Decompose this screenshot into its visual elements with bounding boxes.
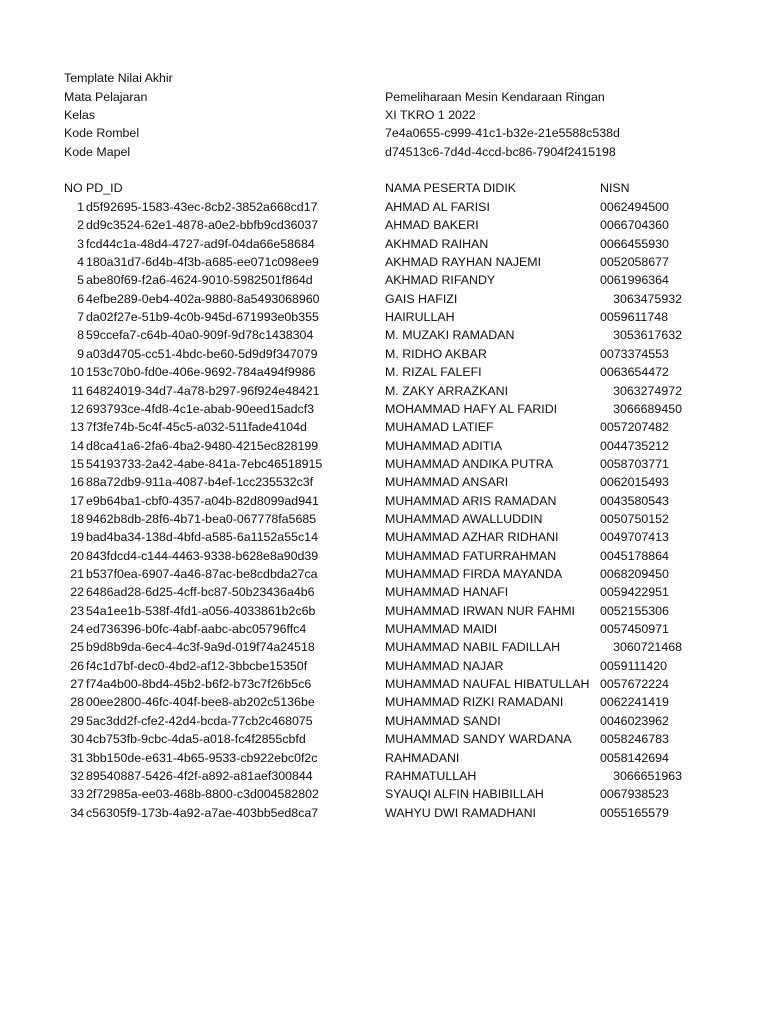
nisn: 0046023962 bbox=[600, 713, 669, 728]
table-row bbox=[0, 437, 768, 455]
nisn: 3063274972 bbox=[613, 383, 682, 398]
table-row bbox=[0, 565, 768, 583]
table-row bbox=[0, 767, 768, 785]
pd-id: d5f92695-1583-43ec-8cb2-3852a668cd17 bbox=[86, 200, 318, 214]
table-row bbox=[0, 473, 768, 491]
pd-id: ed736396-b0fc-4abf-aabc-abc05796ffc4 bbox=[86, 622, 307, 637]
meta-label: Kode Rombel bbox=[64, 126, 140, 140]
row-number: 16 bbox=[70, 475, 84, 490]
row-number: 27 bbox=[70, 677, 84, 692]
student-name: MUHAMMAD FATURRAHMAN bbox=[385, 548, 557, 563]
table-row bbox=[0, 418, 768, 436]
row-number: 32 bbox=[70, 768, 84, 783]
table-header-row bbox=[0, 179, 768, 197]
pd-id: 4cb753fb-9cbc-4da5-a018-fc4f2855cbfd bbox=[86, 732, 306, 747]
table-row bbox=[0, 308, 768, 326]
table-row bbox=[0, 804, 768, 822]
nisn: 0062241419 bbox=[600, 695, 669, 710]
nisn: 0067938523 bbox=[600, 787, 669, 802]
student-name: MUHAMMAD ARIS RAMADAN bbox=[385, 493, 557, 508]
nisn: 0063654472 bbox=[600, 365, 669, 380]
row-number: 21 bbox=[70, 567, 84, 581]
row-number: 20 bbox=[70, 548, 84, 563]
student-name: MUHAMAD LATIEF bbox=[385, 420, 494, 435]
student-name: M. RIZAL FALEFI bbox=[385, 365, 482, 380]
nisn: 0057450971 bbox=[600, 622, 669, 637]
meta-value: XI TKRO 1 2022 bbox=[385, 108, 476, 122]
nisn: 3066689450 bbox=[613, 401, 682, 416]
nisn: 0061996364 bbox=[600, 273, 669, 288]
nisn: 0058703771 bbox=[600, 456, 669, 471]
student-name: RAHMADANI bbox=[385, 750, 460, 765]
pd-id: 54a1ee1b-538f-4fd1-a056-4033861b2c6b bbox=[86, 603, 316, 618]
table-row bbox=[0, 583, 768, 601]
nisn: 3053617632 bbox=[613, 328, 682, 343]
table-row bbox=[0, 785, 768, 803]
table-row bbox=[0, 455, 768, 473]
student-name: M. RIDHO AKBAR bbox=[385, 346, 487, 361]
pd-id: 6486ad28-6d25-4cff-bc87-50b23436a4b6 bbox=[86, 585, 315, 600]
nisn: 0068209450 bbox=[600, 567, 669, 581]
nisn: 0045178864 bbox=[600, 548, 669, 563]
row-number: 33 bbox=[70, 787, 84, 802]
pd-id: f4c1d7bf-dec0-4bd2-af12-3bbcbe15350f bbox=[86, 658, 308, 673]
document-title-row bbox=[0, 69, 768, 87]
nisn: 3066651963 bbox=[613, 768, 682, 783]
row-number: 5 bbox=[77, 273, 84, 288]
pd-id: 843fdcd4-c144-4463-9338-b628e8a90d39 bbox=[86, 548, 319, 563]
table-row bbox=[0, 657, 768, 675]
row-number: 13 bbox=[70, 420, 84, 435]
meta-row-rombel bbox=[0, 124, 768, 142]
meta-row-mapel bbox=[0, 143, 768, 161]
student-name: RAHMATULLAH bbox=[385, 768, 477, 783]
pd-id: 89540887-5426-4f2f-a892-a81aef300844 bbox=[86, 768, 313, 783]
meta-label: Kode Mapel bbox=[64, 145, 131, 159]
student-name: AKHMAD RAYHAN NAJEMI bbox=[385, 255, 542, 270]
nisn: 0066704360 bbox=[600, 218, 669, 233]
row-number: 34 bbox=[70, 805, 84, 820]
nisn: 0066455930 bbox=[600, 236, 669, 251]
pd-id: d8ca41a6-2fa6-4ba2-9480-4215ec828199 bbox=[86, 438, 319, 453]
row-number: 29 bbox=[70, 713, 84, 728]
meta-row-class bbox=[0, 106, 768, 124]
row-number: 2 bbox=[77, 218, 84, 233]
nisn: 0043580543 bbox=[600, 493, 669, 508]
table-row bbox=[0, 363, 768, 381]
nisn: 0044735212 bbox=[600, 438, 669, 453]
table-row bbox=[0, 620, 768, 638]
student-name: MUHAMMAD AZHAR RIDHANI bbox=[385, 530, 559, 545]
student-name: AHMAD BAKERI bbox=[385, 218, 479, 233]
nisn: 0057207482 bbox=[600, 420, 669, 435]
student-name: AHMAD AL FARISI bbox=[385, 200, 490, 214]
document-title: Template Nilai Akhir bbox=[64, 71, 173, 85]
table-row bbox=[0, 326, 768, 344]
pd-id: 153c70b0-fd0e-406e-9692-784a494f9986 bbox=[86, 365, 316, 380]
table-row bbox=[0, 602, 768, 620]
student-name: MUHAMMAD HANAFI bbox=[385, 585, 509, 600]
row-number: 9 bbox=[77, 346, 84, 361]
row-number: 6 bbox=[77, 291, 84, 306]
student-name: HAIRULLAH bbox=[385, 310, 455, 325]
nisn: 3063475932 bbox=[613, 291, 682, 306]
student-name: MOHAMMAD HAFY AL FARIDI bbox=[385, 401, 558, 416]
pd-id: 180a31d7-6d4b-4f3b-a685-ee071c098ee9 bbox=[86, 255, 319, 270]
nisn: 0062494500 bbox=[600, 200, 669, 214]
pd-id: 64824019-34d7-4a78-b297-96f924e48421 bbox=[86, 383, 320, 398]
table-row bbox=[0, 675, 768, 693]
row-number: 25 bbox=[70, 640, 84, 655]
table-row bbox=[0, 216, 768, 234]
table-row bbox=[0, 382, 768, 400]
column-header-nisn: NISN bbox=[600, 181, 630, 195]
table-row bbox=[0, 345, 768, 363]
row-number: 24 bbox=[70, 622, 84, 637]
pd-id: 54193733-2a42-4abe-841a-7ebc46518915 bbox=[86, 456, 323, 471]
meta-row-subject bbox=[0, 88, 768, 106]
student-name: MUHAMMAD ANSARI bbox=[385, 475, 509, 490]
table-row bbox=[0, 749, 768, 767]
table-row bbox=[0, 528, 768, 546]
pd-id: a03d4705-cc51-4bdc-be60-5d9d9f347079 bbox=[86, 346, 318, 361]
pd-id: da02f27e-51b9-4c0b-945d-671993e0b355 bbox=[86, 310, 319, 325]
pd-id: b537f0ea-6907-4a46-87ac-be8cdbda27ca bbox=[86, 567, 318, 581]
nisn: 0049707413 bbox=[600, 530, 669, 545]
student-name: MUHAMMAD ANDIKA PUTRA bbox=[385, 456, 553, 471]
nisn: 0055165579 bbox=[600, 805, 669, 820]
pd-id: b9d8b9da-6ec4-4c3f-9a9d-019f74a24518 bbox=[86, 640, 315, 655]
row-number: 28 bbox=[70, 695, 84, 710]
row-number: 15 bbox=[70, 456, 84, 471]
row-number: 18 bbox=[70, 511, 84, 526]
table-row bbox=[0, 730, 768, 748]
row-number: 26 bbox=[70, 658, 84, 673]
student-name: MUHAMMAD NABIL FADILLAH bbox=[385, 640, 561, 655]
student-name: MUHAMMAD IRWAN NUR FAHMI bbox=[385, 603, 575, 618]
pd-id: 59ccefa7-c64b-40a0-909f-9d78c1438304 bbox=[86, 328, 314, 343]
nisn: 0052058677 bbox=[600, 255, 669, 270]
row-number: 22 bbox=[70, 585, 84, 600]
nisn: 0059422951 bbox=[600, 585, 669, 600]
student-name: MUHAMMAD NAJAR bbox=[385, 658, 504, 673]
pd-id: 693793ce-4fd8-4c1e-abab-90eed15adcf3 bbox=[86, 401, 315, 416]
row-number: 12 bbox=[70, 401, 84, 416]
nisn: 0057672224 bbox=[600, 677, 669, 692]
table-row bbox=[0, 198, 768, 216]
nisn: 0059111420 bbox=[600, 658, 668, 673]
row-number: 19 bbox=[70, 530, 84, 545]
row-number: 4 bbox=[77, 255, 84, 270]
nisn: 0050750152 bbox=[600, 511, 669, 526]
table-row bbox=[0, 253, 768, 271]
student-name: MUHAMMAD SANDI bbox=[385, 713, 501, 728]
meta-value: Pemeliharaan Mesin Kendaraan Ringan bbox=[385, 90, 605, 104]
table-row bbox=[0, 271, 768, 289]
row-number: 10 bbox=[70, 365, 84, 380]
student-name: WAHYU DWI RAMADHANI bbox=[385, 805, 536, 820]
pd-id: fcd44c1a-48d4-4727-ad9f-04da66e58684 bbox=[86, 236, 315, 251]
row-number: 23 bbox=[70, 603, 84, 618]
row-number: 31 bbox=[70, 750, 84, 765]
row-number: 3 bbox=[77, 236, 84, 251]
table-row bbox=[0, 693, 768, 711]
student-name: GAIS HAFIZI bbox=[385, 291, 458, 306]
nisn: 0058246783 bbox=[600, 732, 669, 747]
pd-id: 7f3fe74b-5c4f-45c5-a032-511fade4104d bbox=[86, 420, 307, 435]
student-name: AKHMAD RAIHAN bbox=[385, 236, 489, 251]
nisn: 0058142694 bbox=[600, 750, 669, 765]
row-number: 7 bbox=[77, 310, 84, 325]
student-name: M. MUZAKI RAMADAN bbox=[385, 328, 515, 343]
student-name: MUHAMMAD RIZKI RAMADANI bbox=[385, 695, 564, 710]
nisn: 0073374553 bbox=[600, 346, 669, 361]
nisn: 0062015493 bbox=[600, 475, 669, 490]
student-name: MUHAMMAD SANDY WARDANA bbox=[385, 732, 572, 747]
nisn: 0059611748 bbox=[600, 310, 668, 325]
row-number: 14 bbox=[70, 438, 84, 453]
table-row bbox=[0, 400, 768, 418]
row-number: 30 bbox=[70, 732, 84, 747]
column-header-no-pd-id: NO PD_ID bbox=[64, 181, 123, 195]
meta-value: 7e4a0655-c999-41c1-b32e-21e5588c538d bbox=[385, 126, 620, 140]
student-name: AKHMAD RIFANDY bbox=[385, 273, 496, 288]
pd-id: f74a4b00-8bd4-45b2-b6f2-b73c7f26b5c6 bbox=[86, 677, 312, 692]
row-number: 1 bbox=[77, 200, 84, 214]
table-row bbox=[0, 235, 768, 253]
student-name: MUHAMMAD FIRDA MAYANDA bbox=[385, 567, 563, 581]
pd-id: abe80f69-f2a6-4624-9010-5982501f864d bbox=[86, 273, 313, 288]
nisn: 0052155306 bbox=[600, 603, 669, 618]
student-name: M. ZAKY ARRAZKANI bbox=[385, 383, 509, 398]
pd-id: c56305f9-173b-4a92-a7ae-403bb5ed8ca7 bbox=[86, 805, 319, 820]
pd-id: 2f72985a-ee03-468b-8800-c3d004582802 bbox=[86, 787, 319, 802]
student-name: MUHAMMAD ADITIA bbox=[385, 438, 503, 453]
student-name: SYAUQI ALFIN HABIBILLAH bbox=[385, 787, 544, 802]
pd-id: bad4ba34-138d-4bfd-a585-6a1152a55c14 bbox=[86, 530, 318, 545]
student-name: MUHAMMAD NAUFAL HIBATULLAH bbox=[385, 677, 590, 692]
pd-id: 4efbe289-0eb4-402a-9880-8a5493068960 bbox=[86, 291, 320, 306]
meta-label: Mata Pelajaran bbox=[64, 90, 148, 104]
nisn: 3060721468 bbox=[613, 640, 682, 655]
meta-value: d74513c6-7d4d-4ccd-bc86-7904f2415198 bbox=[385, 145, 616, 159]
row-number: 11 bbox=[71, 383, 84, 398]
pd-id: 9462b8db-28f6-4b71-bea0-067778fa5685 bbox=[86, 511, 317, 526]
pd-id: 3bb150de-e631-4b65-9533-cb922ebc0f2c bbox=[86, 750, 318, 765]
student-name: MUHAMMAD AWALLUDDIN bbox=[385, 511, 543, 526]
pd-id: 88a72db9-911a-4087-b4ef-1cc235532c3f bbox=[86, 475, 314, 490]
table-row bbox=[0, 492, 768, 510]
pd-id: 00ee2800-46fc-404f-bee8-ab202c5136be bbox=[86, 695, 315, 710]
column-header-name: NAMA PESERTA DIDIK bbox=[385, 181, 517, 195]
student-name: MUHAMMAD MAIDI bbox=[385, 622, 498, 637]
table-row bbox=[0, 547, 768, 565]
table-row bbox=[0, 712, 768, 730]
table-row bbox=[0, 290, 768, 308]
meta-label: Kelas bbox=[64, 108, 95, 122]
table-row bbox=[0, 638, 768, 656]
pd-id: e9b64ba1-cbf0-4357-a04b-82d8099ad941 bbox=[86, 493, 319, 508]
row-number: 17 bbox=[70, 493, 84, 508]
pd-id: dd9c3524-62e1-4878-a0e2-bbfb9cd36037 bbox=[86, 218, 319, 233]
pd-id: 5ac3dd2f-cfe2-42d4-bcda-77cb2c468075 bbox=[86, 713, 313, 728]
row-number: 8 bbox=[77, 328, 84, 343]
table-row bbox=[0, 510, 768, 528]
